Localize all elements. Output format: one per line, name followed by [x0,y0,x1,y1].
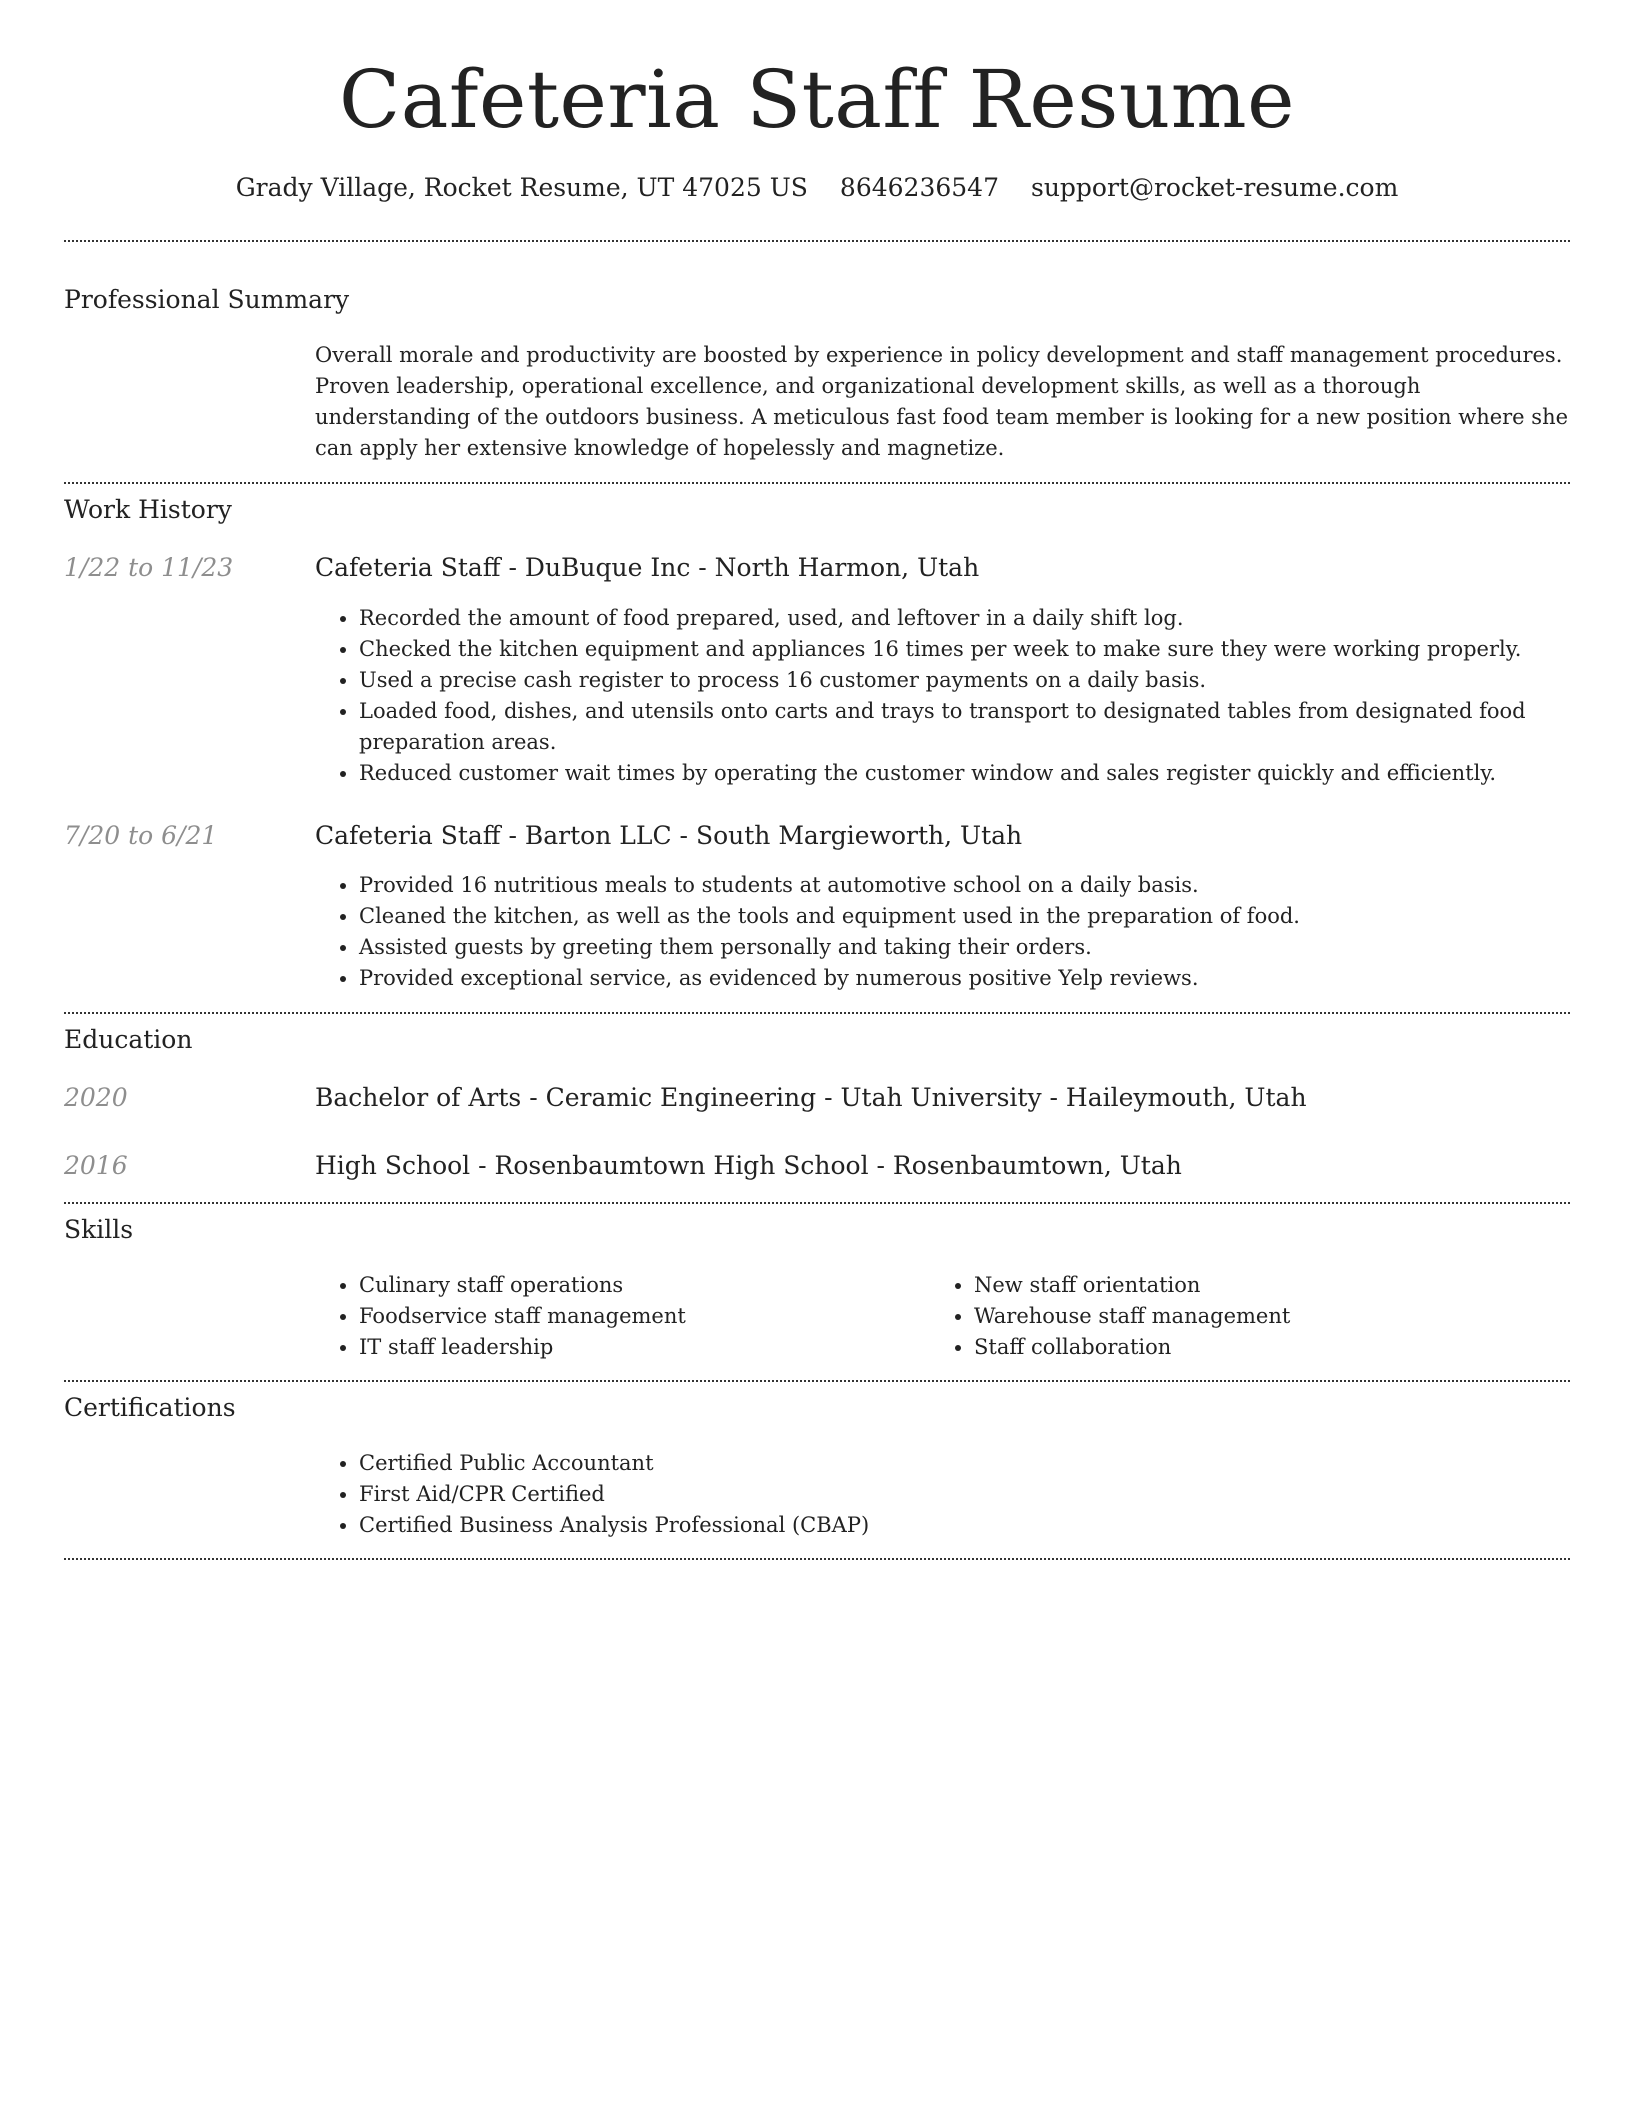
skill-item: • Foodservice staff management [359,1301,686,1332]
job-title: Cafeteria Staff - Barton LLC - South Margieworth, Utah [315,821,1023,850]
skill-item: • Culinary staff operations [359,1270,686,1301]
job-bullets [315,603,1569,789]
job-bullet: • Reduced customer wait times by operating the customer window and sales register quickly and efficiently. [359,758,1569,789]
education-entry [315,1148,1182,1184]
certifications-list [315,1448,1569,1541]
contact-email[interactable]: support@rocket-resume.com [1030,173,1399,202]
divider [64,1012,1570,1014]
job-dates: 7/20 to 6/21 [64,821,218,850]
section-heading-summary: Professional Summary [64,285,350,314]
education-degree: High School [315,1151,471,1180]
divider [64,1558,1570,1560]
skill-item: • IT staff leadership [359,1332,686,1363]
job-bullet: • Assisted guests by greeting them personally and taking their orders. [359,932,1569,963]
contact-phone: 8646236547 [839,173,999,202]
job-bullet: • Provided exceptional service, as evidenced by numerous positive Yelp reviews. [359,963,1569,994]
education-details: - Rosenbaumtown High School - Rosenbaumtown, Utah [470,1151,1182,1180]
contact-line [64,170,1570,206]
skill-item: • Warehouse staff management [974,1301,1290,1332]
divider [64,1380,1570,1382]
job-title: Cafeteria Staff - DuBuque Inc - North Harmon, Utah [315,553,980,582]
resume-title: Cafeteria Staff Resume [339,53,1295,146]
job-bullet: • Recorded the amount of food prepared, used, and leftover in a daily shift log. [359,603,1569,634]
job-bullet: • Checked the kitchen equipment and appliances 16 times per week to make sure they were working properly. [359,634,1569,665]
education-year: 2020 [64,1083,128,1112]
job-bullet: • Used a precise cash register to process 16 customer payments on a daily basis. [359,665,1569,696]
education-details: - Utah University - Haileymouth, Utah [816,1083,1307,1112]
divider [64,1202,1570,1204]
certification-item: • First Aid/CPR Certified [359,1479,1569,1510]
job-bullet: • Cleaned the kitchen, as well as the tools and equipment used in the preparation of food. [359,901,1569,932]
skill-item: • New staff orientation [974,1270,1290,1301]
certification-item: • Certified Business Analysis Professional (CBAP) [359,1510,1569,1541]
education-degree: Bachelor of Arts - Ceramic Engineering [315,1083,817,1112]
job-dates: 1/22 to 11/23 [64,553,234,582]
certification-item: • Certified Public Accountant [359,1448,1569,1479]
summary-text: Overall morale and productivity are boosted by experience in policy development and staff management procedures. Proven leadership, operational excellence, and organizational development skills, as well as a thorough understanding of the outdoors business. A meticulous fast food team member is looking for a new position where she can apply her extensive knowledge of hopelessly and magnetize. [315,343,1569,460]
job-bullets [315,870,1569,994]
contact-address: Grady Village, Rocket Resume, UT 47025 US [235,173,808,202]
skills-list-right [930,1270,1290,1363]
divider [64,482,1570,484]
education-year: 2016 [64,1151,128,1180]
section-heading-work: Work History [64,495,232,524]
skills-list-left [315,1270,686,1363]
section-heading-education: Education [64,1025,193,1054]
section-heading-certifications: Certifications [64,1393,236,1422]
skill-item: • Staff collaboration [974,1332,1290,1363]
section-heading-skills: Skills [64,1215,134,1244]
job-bullet: • Loaded food, dishes, and utensils onto carts and trays to transport to designated tables from designated food preparation areas. [359,696,1569,758]
divider [64,240,1570,242]
education-entry [315,1080,1307,1116]
job-bullet: • Provided 16 nutritious meals to students at automotive school on a daily basis. [359,870,1569,901]
